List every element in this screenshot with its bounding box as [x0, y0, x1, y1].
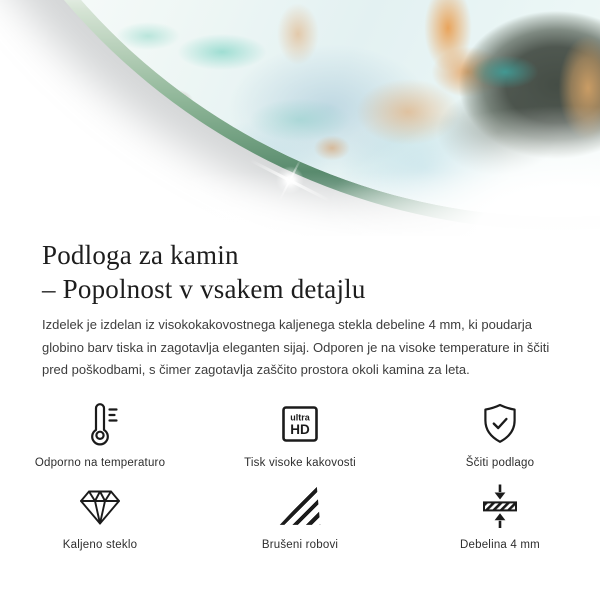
feature-label: Ščiti podlago	[465, 456, 535, 469]
image-fade-overlay	[0, 0, 600, 236]
feature-item-tempered-glass	[0, 482, 200, 551]
feature-item-print-quality	[200, 400, 400, 469]
feature-label: Odporno na temperaturo	[34, 456, 166, 469]
ultra-hd-icon	[276, 400, 324, 448]
page-title-line2: – Popolnost v vsakem detajlu	[42, 274, 366, 304]
feature-label: Debelina 4 mm	[460, 538, 540, 551]
product-description: Izdelek je izdelan iz visokokakovostnega kaljenega stekla debeline 4 mm, ki poudarja globino barv tiska in zagotavlja eleganten sijaj. Odporen je na visoke temperature in ščiti pred poškodbami, s čimer zagotavlja zaščito prostora okoli kamina za leta.	[42, 317, 550, 377]
page-title-line1: Podloga za kamin	[42, 240, 239, 270]
feature-item-protects	[400, 400, 600, 469]
svg-text:ultra: ultra	[290, 412, 310, 422]
beveled-edges-icon	[278, 482, 322, 530]
thickness-icon	[476, 482, 524, 530]
page-title	[42, 238, 600, 306]
feature-label: Brušeni robovi	[261, 538, 339, 551]
feature-item-temperature	[0, 400, 200, 469]
features-grid	[0, 400, 600, 551]
shield-check-icon	[476, 400, 524, 448]
feature-item-beveled-edges	[200, 482, 400, 551]
product-image	[0, 0, 600, 236]
diamond-icon	[76, 482, 124, 530]
thermometer-icon	[76, 400, 124, 448]
feature-label: Kaljeno steklo	[62, 538, 138, 551]
feature-item-thickness	[400, 482, 600, 551]
svg-text:HD: HD	[290, 421, 310, 437]
feature-label: Tisk visoke kakovosti	[244, 456, 356, 469]
